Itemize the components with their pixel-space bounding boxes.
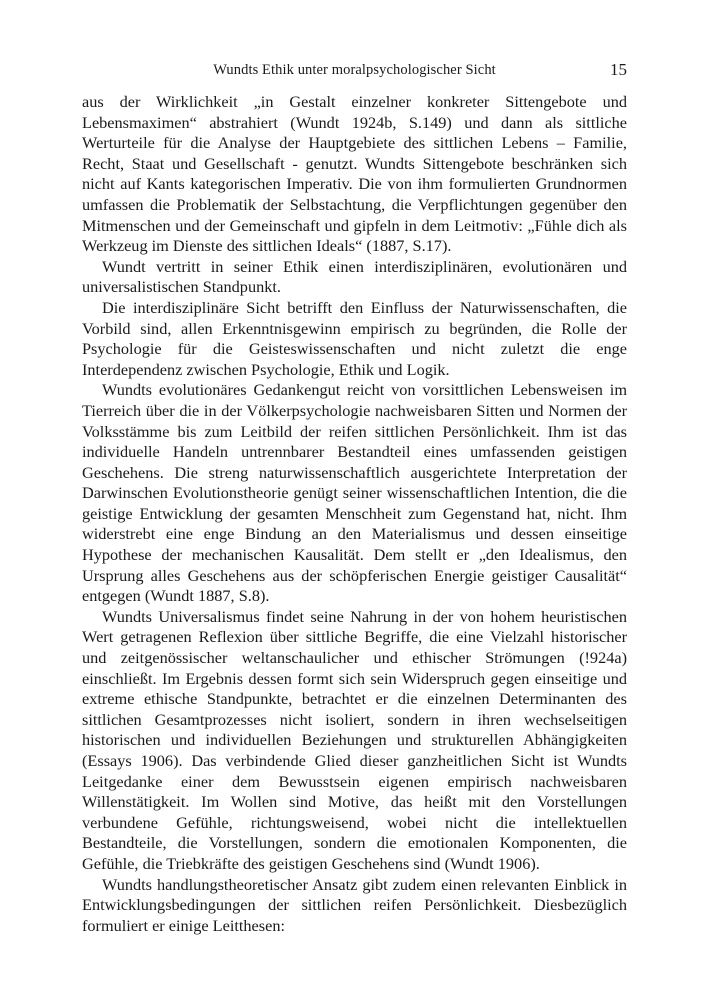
paragraph: Wundt vertritt in seiner Ethik einen interdisziplinären, evolutionären und universalistischen Standpunkt. [82,256,627,297]
page-header [82,60,627,86]
paragraph: Die interdisziplinäre Sicht betrifft den Einfluss der Naturwissenschaften, die Vorbild sind, allen Erkenntnisgewinn empirisch zu begründen, die Rolle der Psychologie für die Geisteswissenschaften und nicht zuletzt die enge Interdependenz zwischen Psychologie, Ethik und Logik. [82,297,627,379]
page-number: 15 [610,60,627,79]
paragraph: Wundts Universalismus findet seine Nahrung in der von hohem heuristischen Wert getragenen Reflexion über sittliche Begriffe, die eine Vielzahl historischer und zeitgenössischer weltanschaulicher und ethischer Strömungen (!924a) einschließt. Im Ergebnis dessen formt sich sein Widerspruch gegen einseitige und extreme ethische Standpunkte, betrachtet er die einzelnen Determinanten des sittlichen Gesamtprozesses nicht isoliert, sondern in ihren wechselseitigen historischen und individuellen Beziehungen und strukturellen Abhängigkeiten (Essays 1906). Das verbindende Glied dieser ganzheitlichen Sicht ist Wundts Leitgedanke einer dem Bewusstsein eigenen empirisch nachweisbaren Willenstätigkeit. Im Wollen sind Motive, das heißt mit den Vorstellungen verbundene Gefühle, richtungsweisend, wobei nicht die intellektuellen Bestandteile, die Vorstellungen, sondern die emotionalen Komponenten, die Gefühle, die Triebkräfte des geistigen Geschehens sind (Wundt 1906). [82,606,627,873]
paragraph: Wundts handlungstheoretischer Ansatz gibt zudem einen relevanten Einblick in Entwicklungsbedingungen der sittlichen reifen Persönlichkeit. Diesbezüglich formuliert er einige Leitthesen: [82,874,627,935]
body-text [82,92,627,936]
paragraph: aus der Wirklichkeit „in Gestalt einzelner konkreter Sittengebote und Lebensmaximen“ abstrahiert (Wundt 1924b, S.149) und dann als sittliche Werturteile für die Analyse der Hauptgebiete des sittlichen Lebens – Familie, Recht, Staat und Gesellschaft - genutzt. Wundts Sittengebote beschränken sich nicht auf Kants kategorischen Imperativ. Die von ihm formulierten Grundnormen umfassen die Problematik der Selbstachtung, die Verpflichtungen gegenüber den Mitmenschen und der Gemeinschaft und gipfeln in dem Leitmotiv: „Fühle dich als Werkzeug im Dienste des sittlichen Ideals“ (1887, S.17). [82,92,627,256]
paragraph: Wundts evolutionäres Gedankengut reicht von vorsittlichen Lebensweisen im Tierreich über die in der Völkerpsychologie nachweisbaren Sitten und Normen der Volksstämme bis zum Leitbild der reifen sittlichen Persönlichkeit. Ihm ist das individuelle Handeln untrennbarer Bestandteil eines umfassenden geistigen Geschehens. Die streng naturwissenschaftlich ausgerichtete Interpretation der Darwinschen Evolutionstheorie genügt seiner wissenschaftlichen Intention, die die geistige Entwicklung der gesamten Menschheit zum Gegenstand hat, nicht. Ihm widerstrebt eine enge Bindung an den Materialismus und dessen einseitige Hypothese der mechanischen Kausalität. Dem stellt er „den Idealismus, den Ursprung alles Geschehens aus der schöpferischen Energie geistiger Causalität“ entgegen (Wundt 1887, S.8). [82,380,627,606]
running-title: Wundts Ethik unter moralpsychologischer Sicht [213,62,496,78]
